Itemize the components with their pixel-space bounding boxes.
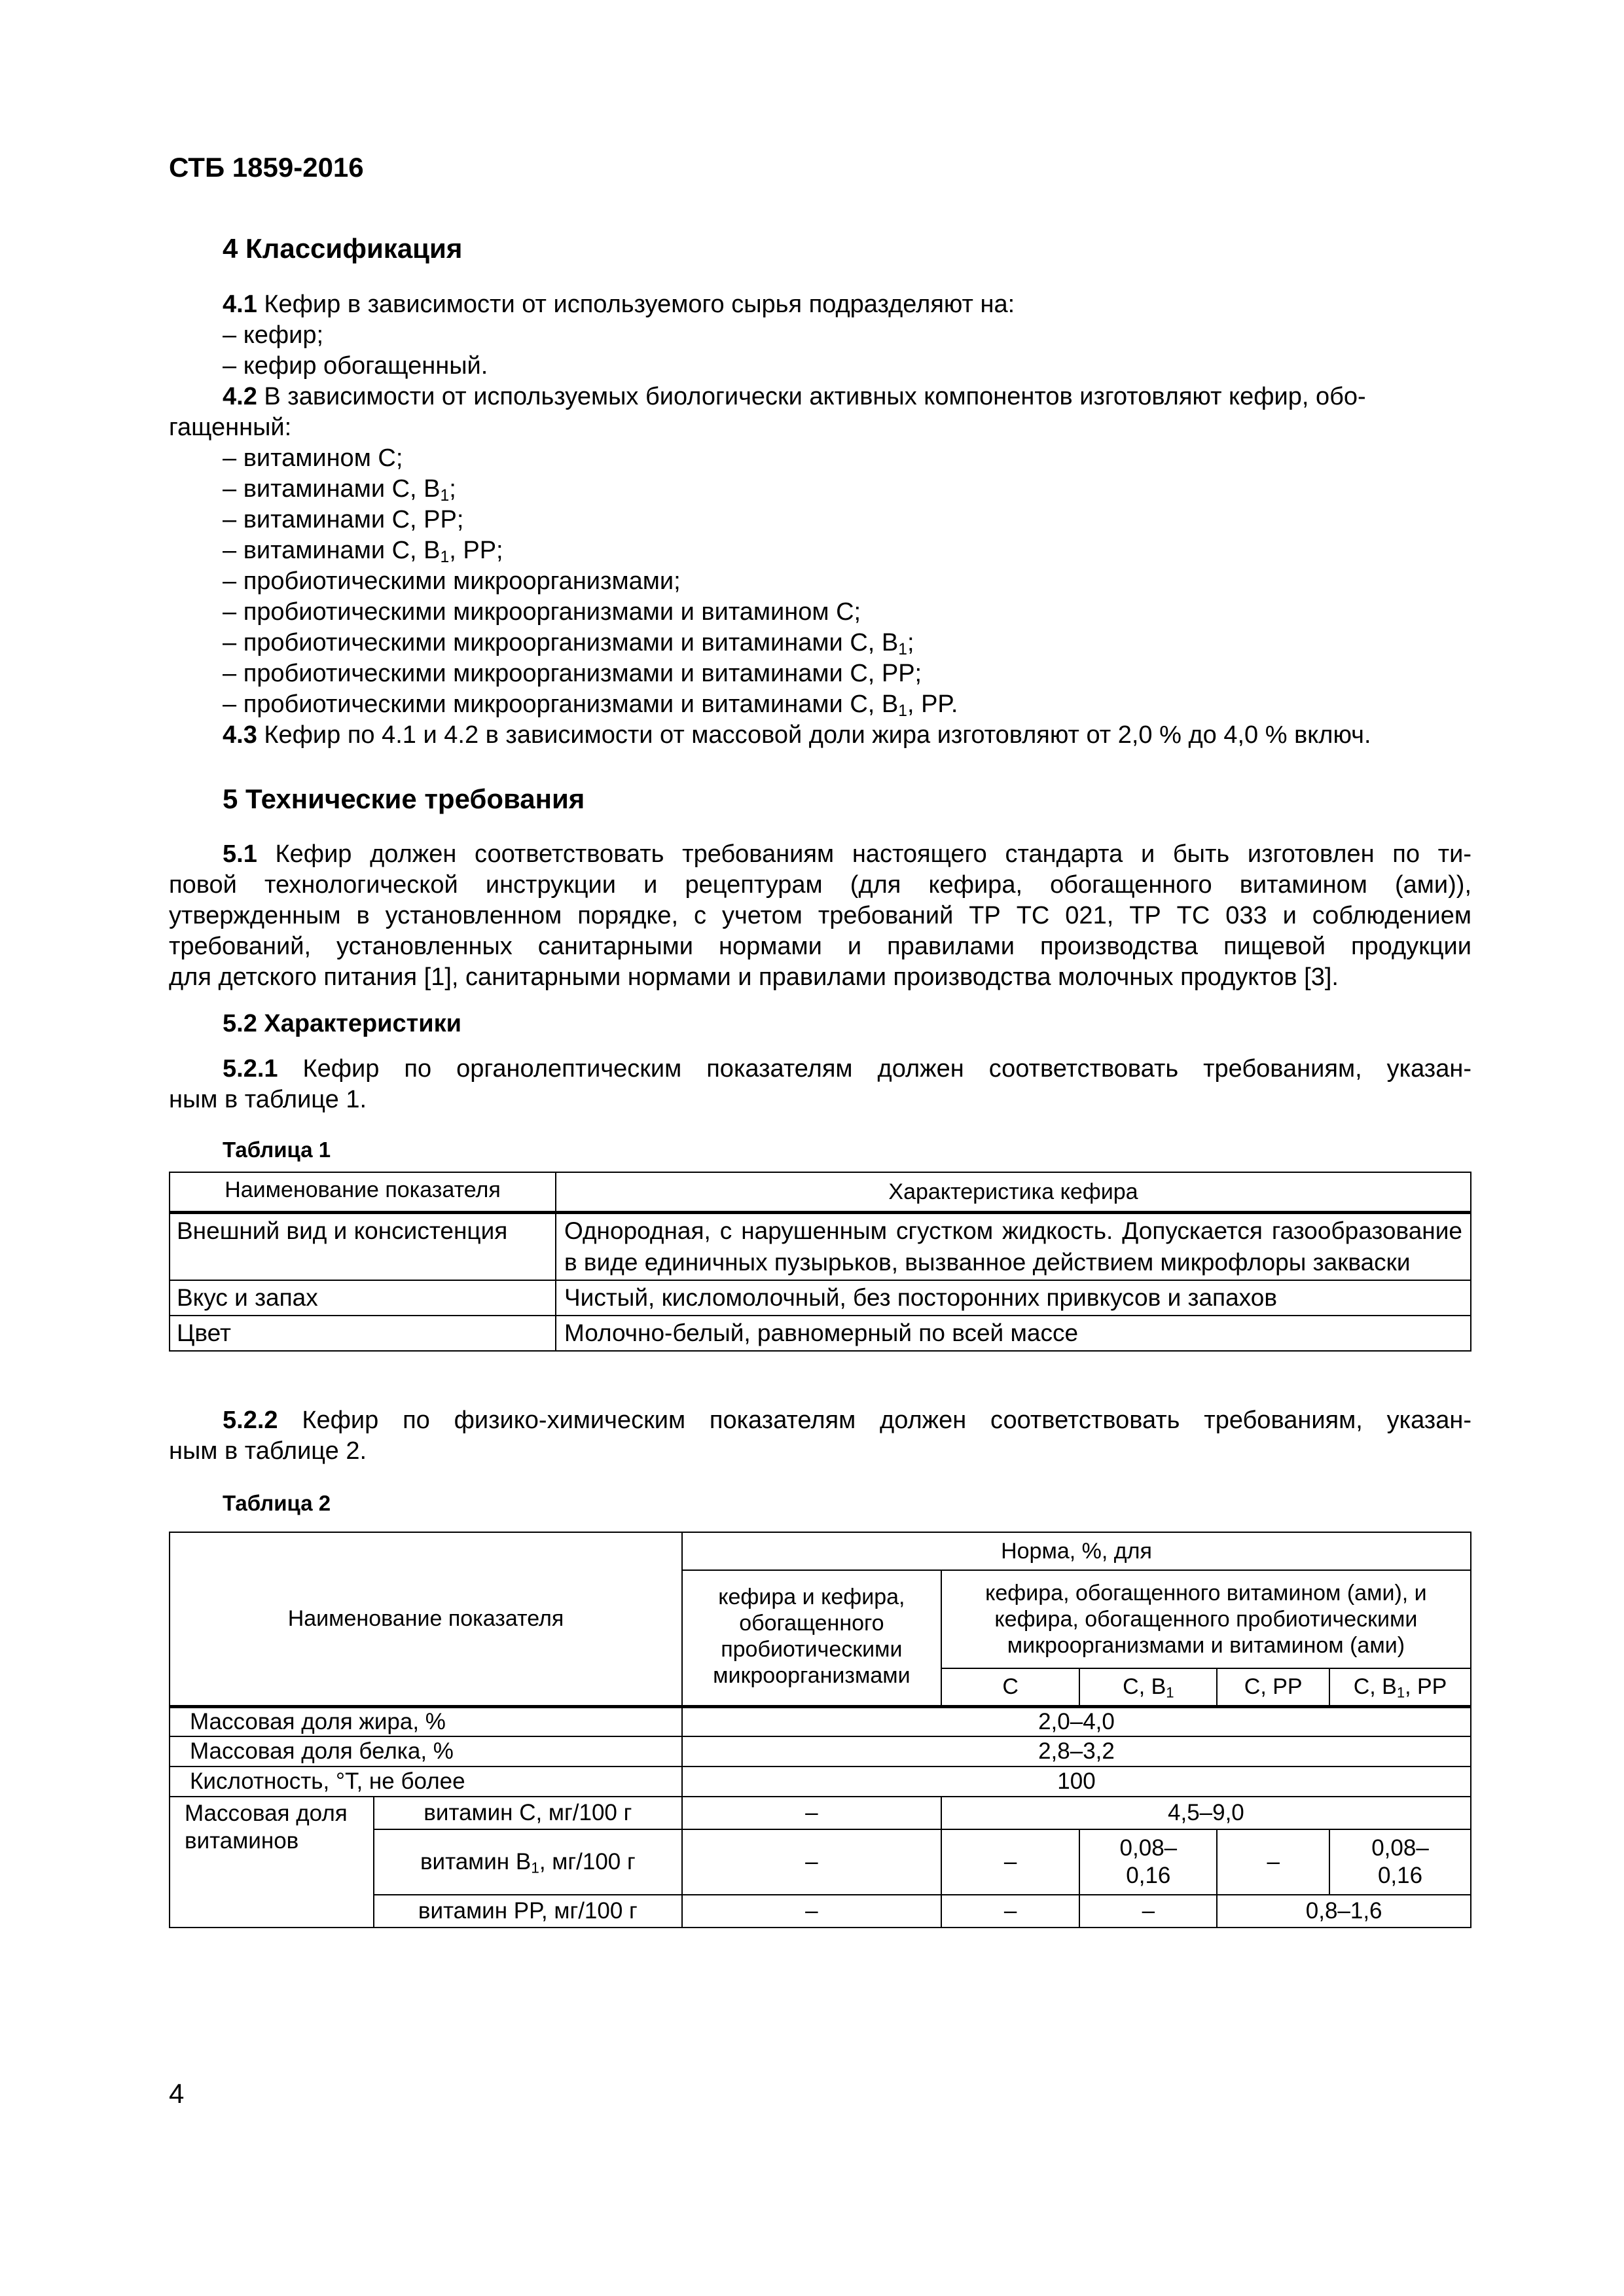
table-cell: 0,8–1,6	[1217, 1895, 1471, 1928]
list-item: – витаминами С, $B_1$;	[223, 475, 456, 505]
table-row	[170, 1797, 1471, 1829]
list-item: – пробиотическими микроорганизмами;	[223, 567, 681, 595]
table-1	[169, 1172, 1471, 1352]
para-5-1-line: требований, установленных санитарными нормами и правилами производства пищевой продукции	[169, 933, 1471, 960]
subsection-5-2-title: 5.2 Характеристики	[223, 1010, 462, 1037]
table-cell: Цвет	[170, 1316, 556, 1351]
table-cell: Однородная, с нарушенным сгустком жидкость. Допускается газообразование в виде единичных пузырьков, вызванное действием микрофлоры закваски	[556, 1213, 1471, 1281]
table-cell: –	[941, 1829, 1080, 1895]
table-header-cell: Характеристика кефира	[556, 1172, 1471, 1213]
para-5-2-1-cont: ным в таблице 1.	[169, 1086, 367, 1113]
list-item: – витамином С;	[223, 444, 403, 472]
list-item: – пробиотическими микроорганизмами и витамином С;	[223, 598, 861, 626]
table-header-cell: Норма, %, для	[682, 1532, 1471, 1570]
table-cell: –	[682, 1797, 941, 1829]
para-4-2: 4.2 В зависимости от используемых биологически активных компонентов изготовляют кефир, обо-	[223, 383, 1366, 410]
table-header-cell: С, PP	[1217, 1668, 1329, 1706]
table-header-row	[170, 1172, 1471, 1213]
table-cell: 100	[682, 1767, 1471, 1797]
table-cell: Массовая доля жира, %	[170, 1706, 682, 1736]
table-cell: Молочно-белый, равномерный по всей массе	[556, 1316, 1471, 1351]
list-item: – пробиотическими микроорганизмами и витаминами С, $B_1$, PP.	[223, 691, 958, 721]
table-cell: Массовая доля белка, %	[170, 1736, 682, 1767]
table-cell: витамин $B_1$, мг/100 г	[374, 1829, 682, 1895]
table-header-cell: С, $B_1$, PP	[1329, 1668, 1471, 1706]
table-row	[170, 1280, 1471, 1316]
list-item: – витаминами С, $B_1$, PP;	[223, 537, 503, 567]
table-cell: Внешний вид и консистенция	[170, 1213, 556, 1281]
table-cell: 2,0–4,0	[682, 1706, 1471, 1736]
para-5-1-line: утвержденным в установленном порядке, с учетом требований ТР ТС 021, ТР ТС 033 и соблюдением	[169, 902, 1471, 929]
table-cell: –	[682, 1895, 941, 1928]
table-cell: 0,08–0,16	[1079, 1829, 1217, 1895]
table-cell: –	[682, 1829, 941, 1895]
para-5-1-line: для детского питания [1], санитарными нормами и правилами производства молочных продуктов [3].	[169, 963, 1339, 991]
table-2	[169, 1532, 1471, 1928]
table-header-cell: Наименование показателя	[170, 1532, 682, 1706]
table-row	[170, 1767, 1471, 1797]
table-2-caption: Таблица 2	[223, 1491, 331, 1515]
para-5-1: 5.1 Кефир должен соответствовать требованиям настоящего стандарта и быть изготовлен по ти-	[223, 840, 1471, 868]
page-number: 4	[169, 2078, 185, 2109]
table-row	[170, 1736, 1471, 1767]
table-cell: витамин С, мг/100 г	[374, 1797, 682, 1829]
table-cell: витамин PP, мг/100 г	[374, 1895, 682, 1928]
table-header-row	[170, 1532, 1471, 1570]
para-5-2-1: 5.2.1 Кефир по органолептическим показателям должен соответствовать требованиям, указан-	[223, 1055, 1471, 1083]
table-header-cell: кефира и кефира, обогащенного пробиотическими микроорганизмами	[682, 1570, 941, 1706]
table-header-cell: С, $B_1$	[1079, 1668, 1217, 1706]
table-cell: 4,5–9,0	[941, 1797, 1471, 1829]
para-5-1-line: повой технологической инструкции и рецептурам (для кефира, обогащенного витамином (ами)),	[169, 871, 1471, 899]
table-cell: Вкус и запах	[170, 1280, 556, 1316]
table-1-caption: Таблица 1	[223, 1138, 331, 1162]
table-row	[170, 1213, 1471, 1281]
list-item: – кефир обогащенный.	[223, 352, 488, 380]
para-5-2-2: 5.2.2 Кефир по физико-химическим показателям должен соответствовать требованиям, указан-	[223, 1407, 1471, 1434]
para-4-2-cont: гащенный:	[169, 414, 292, 441]
para-4-1: 4.1 Кефир в зависимости от используемого сырья подразделяют на:	[223, 291, 1015, 318]
table-cell: –	[1217, 1829, 1329, 1895]
list-item: – кефир;	[223, 321, 324, 349]
document-id: СТБ 1859-2016	[169, 152, 364, 183]
para-5-2-2-cont: ным в таблице 2.	[169, 1437, 367, 1465]
table-cell: Чистый, кисломолочный, без посторонних привкусов и запахов	[556, 1280, 1471, 1316]
section-4-title: 4 Классификация	[223, 233, 463, 264]
table-row	[170, 1706, 1471, 1736]
list-item: – пробиотическими микроорганизмами и витаминами С, $B_1$;	[223, 629, 914, 659]
table-row	[170, 1316, 1471, 1351]
table-cell: Массовая доля витаминов	[170, 1797, 374, 1928]
table-cell: –	[1079, 1895, 1217, 1928]
table-cell: Кислотность, °Т, не более	[170, 1767, 682, 1797]
section-5-title: 5 Технические требования	[223, 783, 585, 814]
para-4-3: 4.3 Кефир по 4.1 и 4.2 в зависимости от массовой доли жира изготовляют от 2,0 % до 4,0 % включ.	[223, 721, 1371, 749]
table-cell: –	[941, 1895, 1080, 1928]
table-cell: 0,08–0,16	[1329, 1829, 1471, 1895]
table-cell: 2,8–3,2	[682, 1736, 1471, 1767]
list-item: – витаминами С, PP;	[223, 506, 464, 533]
table-header-cell: С	[941, 1668, 1080, 1706]
table-header-cell: кефира, обогащенного витамином (ами), и кефира, обогащенного пробиотическими микроорганизмами и витамином (ами)	[941, 1570, 1471, 1668]
table-header-cell: Наименование показателя	[170, 1172, 556, 1213]
list-item: – пробиотическими микроорганизмами и витаминами С, PP;	[223, 660, 922, 687]
